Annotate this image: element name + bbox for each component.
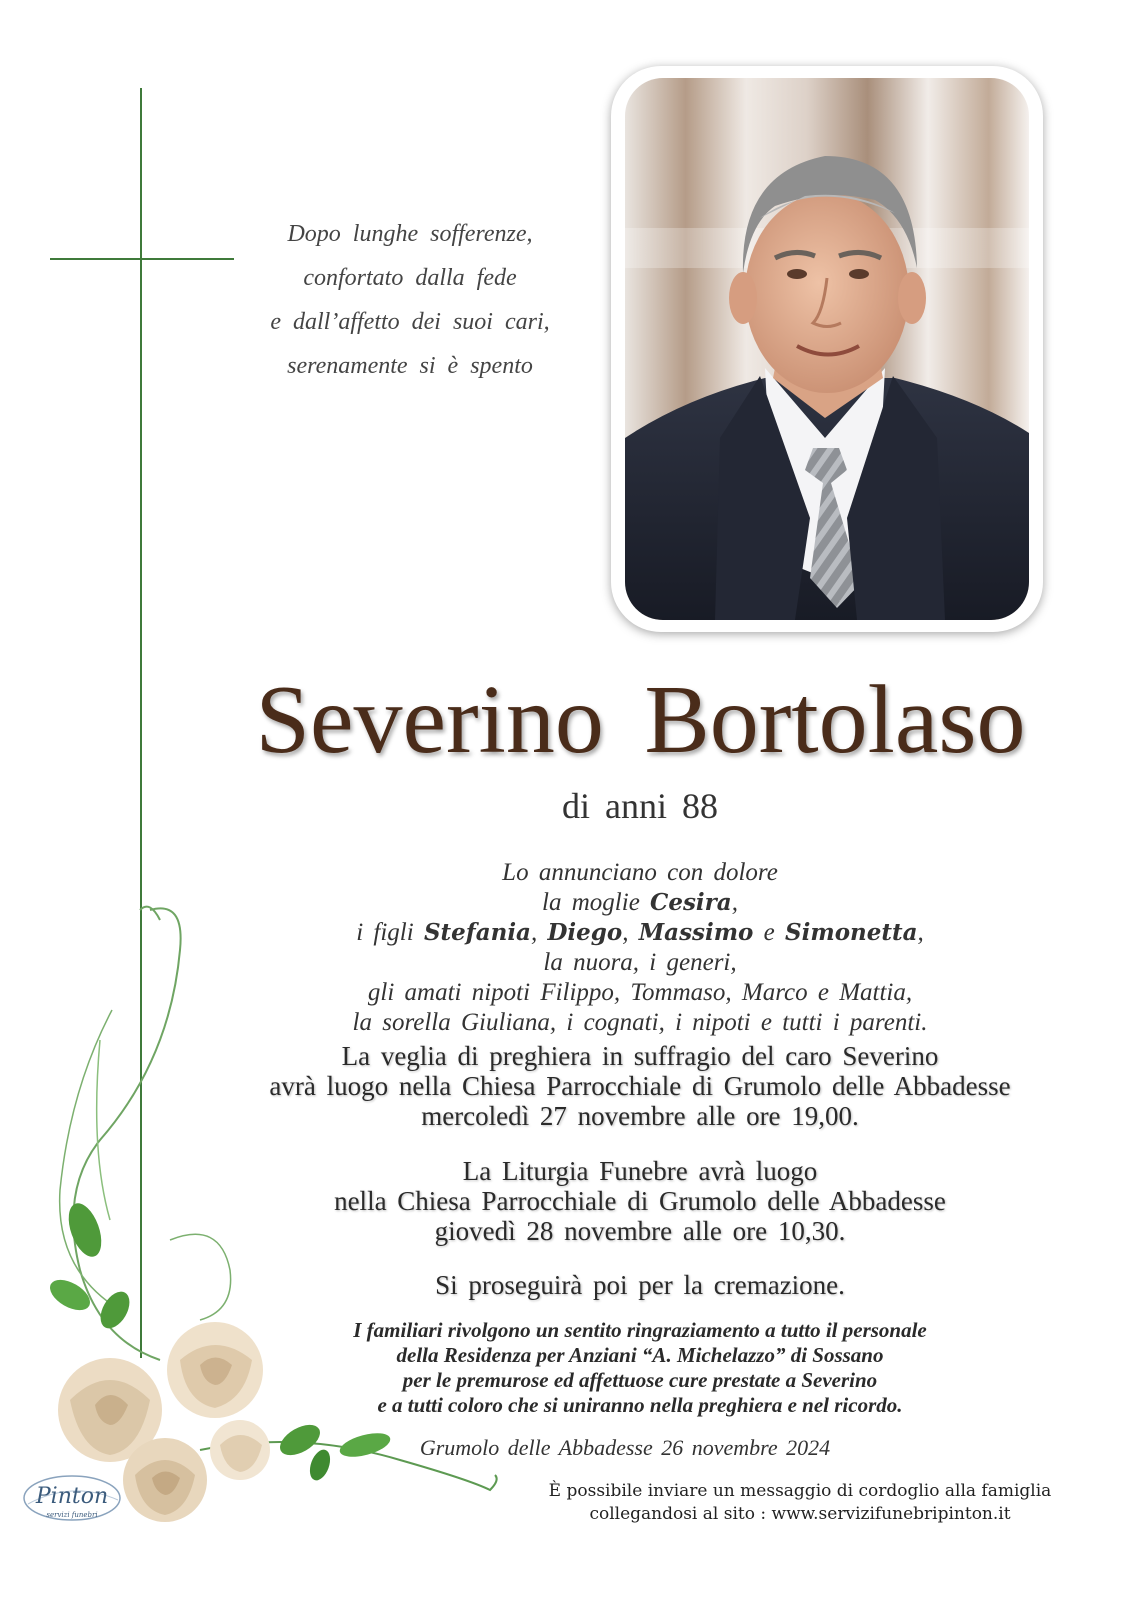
announcement-line: Lo annunciano con dolore bbox=[502, 859, 778, 886]
condolence-footer bbox=[480, 1480, 1120, 1526]
portrait-illustration bbox=[625, 78, 1029, 620]
punctuation: , bbox=[917, 919, 924, 946]
liturgy-line: nella Chiesa Parrocchiale di Grumolo delle Abbadesse bbox=[334, 1186, 946, 1216]
liturgy-line: giovedì 28 novembre alle ore 10,30. bbox=[434, 1216, 846, 1246]
pinton-logo-mark bbox=[20, 1470, 125, 1528]
liturgy-line: La Liturgia Funebre avrà luogo bbox=[462, 1156, 818, 1186]
child-name: Diego bbox=[547, 919, 623, 946]
in-laws-line: la nuora, i generi, bbox=[543, 949, 737, 976]
intro-line: serenamente si è spento bbox=[287, 353, 533, 379]
intro-line: Dopo lunghe sofferenze, bbox=[287, 221, 533, 247]
conjunction: e bbox=[763, 919, 775, 946]
child-name: Simonetta bbox=[785, 919, 918, 946]
rose-flower bbox=[123, 1438, 207, 1522]
wife-name: Cesira bbox=[650, 889, 732, 916]
cross-horizontal-bar bbox=[50, 258, 234, 260]
intro-line: e dall’affetto dei suoi cari, bbox=[270, 309, 550, 335]
punctuation: , bbox=[530, 919, 538, 946]
rose-flourish-illustration bbox=[0, 890, 520, 1560]
rose-flower bbox=[210, 1420, 270, 1480]
punctuation: , bbox=[622, 919, 629, 946]
child-name: Stefania bbox=[423, 919, 531, 946]
vigil-line: La veglia di preghiera in suffragio del caro Severino bbox=[341, 1041, 939, 1071]
footer-website-line[interactable]: collegandosi al sito : www.servizifunebripinton.it bbox=[589, 1504, 1011, 1524]
portrait-photo bbox=[625, 78, 1029, 620]
child-name: Massimo bbox=[638, 919, 754, 946]
grandchildren-line: gli amati nipoti Filippo, Tommaso, Marco e Mattia, bbox=[367, 979, 913, 1006]
intro-line: confortato dalla fede bbox=[303, 265, 517, 291]
deceased-name: Severino Bortolaso bbox=[255, 666, 1026, 774]
roses-decoration bbox=[0, 890, 520, 1560]
thanks-line: e a tutti coloro che si uniranno nella preghiera e nel ricordo. bbox=[377, 1393, 903, 1417]
vigil-line: avrà luogo nella Chiesa Parrocchiale di Grumolo delle Abbadesse bbox=[269, 1071, 1011, 1101]
vigil-line: mercoledì 27 novembre alle ore 19,00. bbox=[421, 1101, 859, 1131]
thanks-line: per le premurose ed affettuose cure prestate a Severino bbox=[402, 1368, 878, 1392]
thanks-line: I familiari rivolgono un sentito ringraziamento a tutto il personale bbox=[353, 1318, 927, 1342]
thanks-line: della Residenza per Anziani “A. Michelazzo” di Sossano bbox=[396, 1343, 884, 1367]
footer-line: È possibile inviare un messaggio di cordoglio alla famiglia bbox=[548, 1481, 1052, 1501]
logo-name: Pinton bbox=[35, 1484, 109, 1509]
logo-subtitle: servizi funebri bbox=[46, 1511, 98, 1519]
pinton-logo bbox=[20, 1470, 125, 1528]
cremation-notice: Si proseguirà poi per la cremazione. bbox=[435, 1270, 845, 1300]
rose-flower bbox=[167, 1322, 263, 1418]
children-prefix: i figli bbox=[356, 919, 414, 946]
wife-prefix: la moglie bbox=[542, 889, 640, 916]
relatives-line: la sorella Giuliana, i cognati, i nipoti e tutti i parenti. bbox=[352, 1009, 928, 1036]
deceased-age: di anni 88 bbox=[562, 786, 718, 826]
punctuation: , bbox=[731, 889, 738, 916]
intro-verse bbox=[220, 212, 600, 388]
place-and-date: Grumolo delle Abbadesse 26 novembre 2024 bbox=[419, 1435, 831, 1460]
